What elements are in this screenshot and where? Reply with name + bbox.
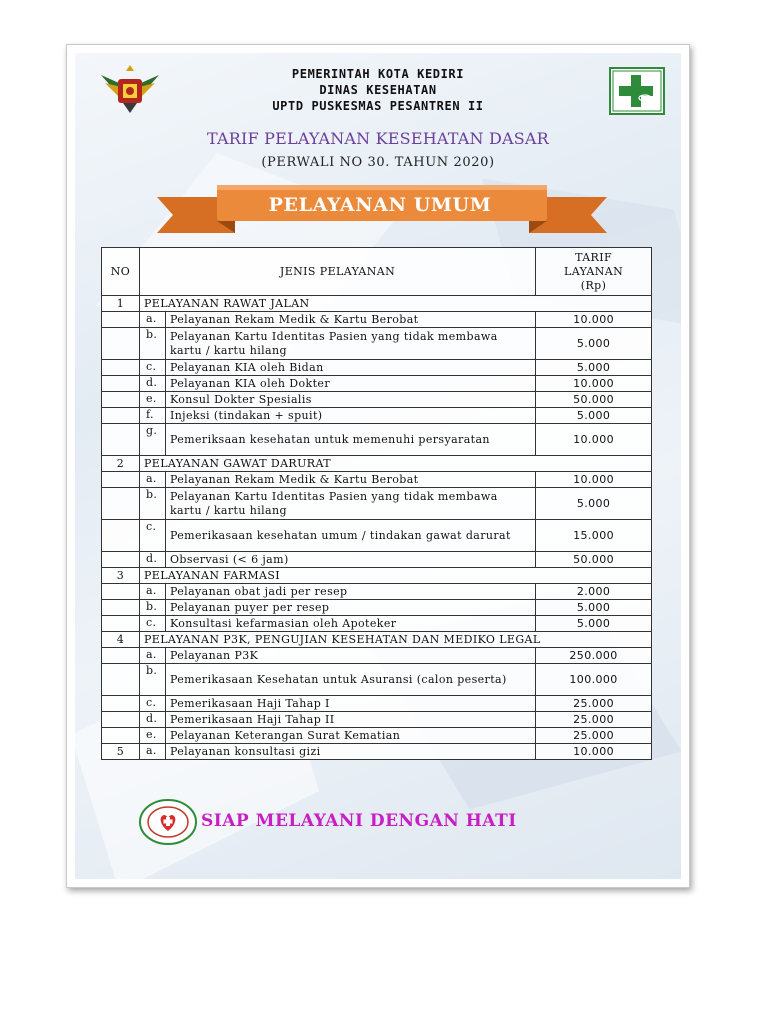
header-tarif-line: TARIF xyxy=(575,250,613,264)
row-number xyxy=(102,600,140,616)
table-row xyxy=(102,712,652,728)
service-price: 5.000 xyxy=(536,360,652,376)
tariff-table xyxy=(101,247,652,760)
department-name: DINAS KESEHATAN xyxy=(319,83,437,97)
row-number xyxy=(102,328,140,360)
row-number xyxy=(102,648,140,664)
table-row xyxy=(102,648,652,664)
section-row xyxy=(102,456,652,472)
service-price: 5.000 xyxy=(536,600,652,616)
service-price: 25.000 xyxy=(536,696,652,712)
service-price: 25.000 xyxy=(536,728,652,744)
table-header-row xyxy=(102,248,652,296)
service-name: Pelayanan Rekam Medik & Kartu Berobat xyxy=(165,472,535,488)
regulation-subtitle: (PERWALI NO 30. TAHUN 2020) xyxy=(261,155,495,170)
service-name: Pelayanan obat jadi per resep xyxy=(165,584,535,600)
row-letter: c. xyxy=(139,696,165,712)
service-name: Pelayanan Kartu Identitas Pasien yang tidak membawa kartu / kartu hilang xyxy=(165,328,535,360)
service-price: 10.000 xyxy=(536,312,652,328)
service-price: 25.000 xyxy=(536,712,652,728)
row-letter: a. xyxy=(139,584,165,600)
row-number xyxy=(102,312,140,328)
service-price: 50.000 xyxy=(536,552,652,568)
government-name: PEMERINTAH KOTA KEDIRI xyxy=(291,67,465,81)
section-number: 1 xyxy=(102,296,140,312)
row-number xyxy=(102,552,140,568)
row-number xyxy=(102,696,140,712)
row-letter: a. xyxy=(139,648,165,664)
table-row xyxy=(102,600,652,616)
header-tarif-line: (Rp) xyxy=(580,278,607,292)
table-row xyxy=(102,552,652,568)
puskesmas-pesantren-seal-icon xyxy=(139,799,197,845)
banner-title: PELAYANAN UMUM xyxy=(268,194,492,216)
row-number xyxy=(102,392,140,408)
service-price: 10.000 xyxy=(536,744,652,760)
table-row xyxy=(102,616,652,632)
header-jenis: JENIS PELAYANAN xyxy=(139,248,535,296)
row-number xyxy=(102,728,140,744)
row-letter: c. xyxy=(139,520,165,552)
table-row xyxy=(102,424,652,456)
service-name: Pemerikasaan kesehatan umum / tindakan gawat darurat xyxy=(165,520,535,552)
poster-background xyxy=(75,53,681,879)
service-price: 50.000 xyxy=(536,392,652,408)
row-letter: d. xyxy=(139,552,165,568)
table-row xyxy=(102,376,652,392)
service-price: 10.000 xyxy=(536,472,652,488)
service-name: Pemerikasaan Haji Tahap I xyxy=(165,696,535,712)
row-letter: a. xyxy=(139,472,165,488)
service-name: Konsul Dokter Spesialis xyxy=(165,392,535,408)
row-number xyxy=(102,360,140,376)
table-row xyxy=(102,488,652,520)
slogan: SIAP MELAYANI DENGAN HATI xyxy=(201,811,517,831)
service-price: 250.000 xyxy=(536,648,652,664)
row-number xyxy=(102,408,140,424)
section-row xyxy=(102,632,652,648)
section-number: 4 xyxy=(102,632,140,648)
service-price: 5.000 xyxy=(536,488,652,520)
row-letter: d. xyxy=(139,712,165,728)
header-tarif-line: LAYANAN xyxy=(563,264,624,278)
section-title: PELAYANAN P3K, PENGUJIAN KESEHATAN DAN MEDIKO LEGAL xyxy=(139,632,651,648)
header-no: NO xyxy=(102,248,140,296)
row-number xyxy=(102,584,140,600)
service-name: Pelayanan KIA oleh Bidan xyxy=(165,360,535,376)
row-number xyxy=(102,376,140,392)
service-name: Pelayanan puyer per resep xyxy=(165,600,535,616)
service-price: 2.000 xyxy=(536,584,652,600)
service-price: 5.000 xyxy=(536,408,652,424)
service-name: Pelayanan konsultasi gizi xyxy=(165,744,535,760)
table-row xyxy=(102,392,652,408)
unit-name: UPTD PUSKESMAS PESANTREN II xyxy=(272,99,484,113)
service-name: Pemeriksaan kesehatan untuk memenuhi persyaratan xyxy=(165,424,535,456)
service-name: Pelayanan P3K xyxy=(165,648,535,664)
row-number xyxy=(102,712,140,728)
service-price: 10.000 xyxy=(536,376,652,392)
row-letter: b. xyxy=(139,488,165,520)
header-tarif xyxy=(536,248,652,296)
row-letter: g. xyxy=(139,424,165,456)
poster-page xyxy=(66,44,690,888)
table-row xyxy=(102,664,652,696)
service-price: 5.000 xyxy=(536,328,652,360)
row-letter: d. xyxy=(139,376,165,392)
section-row xyxy=(102,296,652,312)
table-row xyxy=(102,744,652,760)
row-number xyxy=(102,472,140,488)
row-number: 5 xyxy=(102,744,140,760)
table-row xyxy=(102,328,652,360)
row-letter: b. xyxy=(139,328,165,360)
section-number: 3 xyxy=(102,568,140,584)
service-name: Pelayanan Kartu Identitas Pasien yang tidak membawa kartu / kartu hilang xyxy=(165,488,535,520)
section-number: 2 xyxy=(102,456,140,472)
service-name: Konsultasi kefarmasian oleh Apoteker xyxy=(165,616,535,632)
row-letter: c. xyxy=(139,616,165,632)
section-title: PELAYANAN GAWAT DARURAT xyxy=(139,456,651,472)
service-price: 10.000 xyxy=(536,424,652,456)
row-number xyxy=(102,616,140,632)
section-title: PELAYANAN FARMASI xyxy=(139,568,651,584)
service-name: Pemerikasaan Haji Tahap II xyxy=(165,712,535,728)
table-row xyxy=(102,696,652,712)
service-name: Pelayanan Keterangan Surat Kematian xyxy=(165,728,535,744)
row-letter: a. xyxy=(139,744,165,760)
service-name: Pelayanan Rekam Medik & Kartu Berobat xyxy=(165,312,535,328)
table-row xyxy=(102,728,652,744)
table-row xyxy=(102,520,652,552)
page-title: TARIF PELAYANAN KESEHATAN DASAR xyxy=(207,129,549,148)
service-name: Observasi (< 6 jam) xyxy=(165,552,535,568)
row-letter: b. xyxy=(139,600,165,616)
table-row xyxy=(102,360,652,376)
row-number xyxy=(102,664,140,696)
service-name: Pelayanan KIA oleh Dokter xyxy=(165,376,535,392)
service-price: 100.000 xyxy=(536,664,652,696)
row-letter: c. xyxy=(139,360,165,376)
section-title: PELAYANAN RAWAT JALAN xyxy=(139,296,651,312)
row-letter: e. xyxy=(139,728,165,744)
row-number xyxy=(102,488,140,520)
row-letter: a. xyxy=(139,312,165,328)
row-letter: e. xyxy=(139,392,165,408)
table-row xyxy=(102,312,652,328)
row-number xyxy=(102,520,140,552)
service-price: 5.000 xyxy=(536,616,652,632)
table-row xyxy=(102,472,652,488)
section-row xyxy=(102,568,652,584)
service-name: Injeksi (tindakan + spuit) xyxy=(165,408,535,424)
row-letter: f. xyxy=(139,408,165,424)
table-row xyxy=(102,408,652,424)
service-name: Pemerikasaan Kesehatan untuk Asuransi (calon peserta) xyxy=(165,664,535,696)
row-letter: b. xyxy=(139,664,165,696)
table-row xyxy=(102,584,652,600)
row-number xyxy=(102,424,140,456)
service-price: 15.000 xyxy=(536,520,652,552)
